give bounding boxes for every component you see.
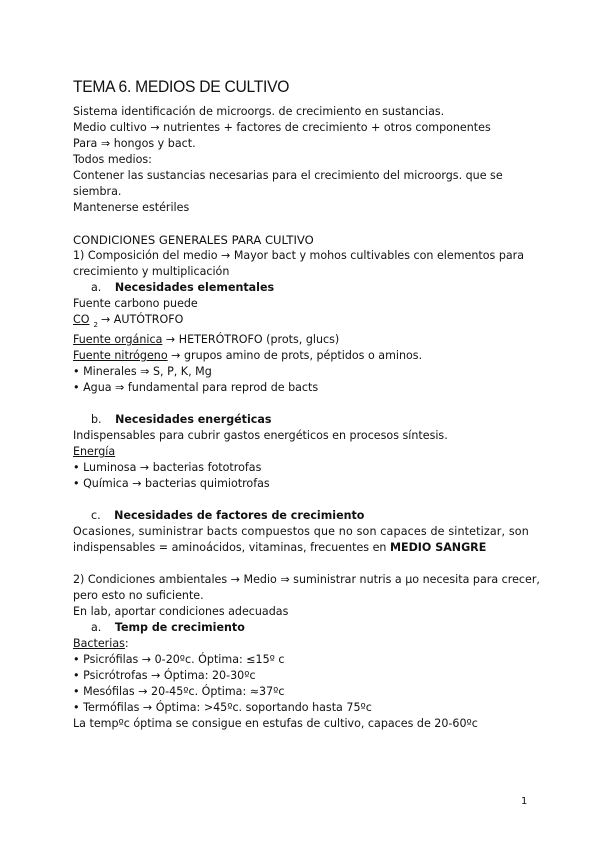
subheading-title: Necesidades elementales <box>114 281 275 294</box>
colon: : <box>124 637 129 650</box>
organic-label: Fuente orgánica <box>73 333 163 346</box>
co2-formula: CO <box>73 313 90 326</box>
co2-subscript: 2 <box>93 321 98 329</box>
list-item: • Minerales ⇒ S, P, K, Mg <box>73 365 212 378</box>
subheading-c <box>91 508 364 524</box>
intro-line: siembra. <box>73 185 122 198</box>
intro-line: Todos medios: <box>73 153 152 166</box>
list-item: • Química → bacterias quimiotrofas <box>73 477 270 490</box>
list-letter: a. <box>91 281 102 294</box>
body-text: indispensables = aminoácidos, vitaminas, frecuentes en <box>73 541 390 554</box>
co2-line <box>73 312 183 329</box>
intro-line: Mantenerse estériles <box>73 201 190 214</box>
subheading-title: Necesidades de factores de crecimiento <box>114 509 365 522</box>
bacterias-label: Bacterias <box>73 637 125 650</box>
subheading-b <box>91 412 271 428</box>
subheading-title: Temp de crecimiento <box>114 621 245 634</box>
body-line: La tempºc óptima se consigue en estufas de cultivo, capaces de 20-60ºc <box>73 717 478 730</box>
bacterias-label-line <box>73 636 129 652</box>
emphasis-text: MEDIO SANGRE <box>389 541 487 554</box>
subheading-a <box>91 280 274 296</box>
list-letter: c. <box>91 509 101 522</box>
nitrogen-label: Fuente nitrógeno <box>73 349 168 362</box>
list-item: • Luminosa → bacterias fototrofas <box>73 461 262 474</box>
body-line: Indispensables para cubrir gastos energéticos en procesos síntesis. <box>73 429 448 442</box>
subheading-temp <box>91 620 245 636</box>
energy-label: Energía <box>73 445 116 458</box>
list-letter: b. <box>91 413 102 426</box>
body-line <box>73 540 486 556</box>
page-title: TEMA 6. MEDIOS DE CULTIVO <box>73 77 290 96</box>
item-text: 2) Condiciones ambientales → Medio ⇒ suministrar nutris a µo necesita para crecer, <box>73 573 540 586</box>
item-text: pero esto no suficiente. <box>73 589 204 602</box>
list-item: • Agua ⇒ fundamental para reprod de bacts <box>73 381 319 394</box>
body-line: Ocasiones, suministrar bacts compuestos que no son capaces de sintetizar, son <box>73 525 529 538</box>
co2-rest: → AUTÓTROFO <box>100 313 184 326</box>
item-text: crecimiento y multiplicación <box>73 265 230 278</box>
nitrogen-rest: → grupos amino de prots, péptidos o aminos. <box>167 349 423 362</box>
list-item: • Mesófilas → 20-45ºc. Óptima: ≈37ºc <box>73 685 285 698</box>
organic-rest: → HETERÓTROFO (prots, glucs) <box>162 333 340 346</box>
list-item: • Psicrófilas → 0-20ºc. Óptima: ≤15º c <box>73 653 285 666</box>
intro-line: Medio cultivo → nutrientes + factores de crecimiento + otros componentes <box>73 121 491 134</box>
intro-line: Para ⇒ hongos y bact. <box>73 137 196 150</box>
list-item: • Termófilas → Óptima: >45ºc. soportando hasta 75ºc <box>73 701 372 714</box>
page-number: 1 <box>521 796 528 807</box>
section-heading: CONDICIONES GENERALES PARA CULTIVO <box>73 233 314 247</box>
item-text: 1) Composición del medio → Mayor bact y mohos cultivables con elementos para <box>73 249 525 262</box>
intro-line: Contener las sustancias necesarias para el crecimiento del microorgs. que se <box>73 169 503 182</box>
item-text: En lab, aportar condiciones adecuadas <box>73 605 289 618</box>
list-letter: a. <box>91 621 102 634</box>
intro-line: Sistema identificación de microorgs. de crecimiento en sustancias. <box>73 105 445 118</box>
body-line: Fuente carbono puede <box>73 297 198 310</box>
subheading-title: Necesidades energéticas <box>115 413 272 426</box>
nitrogen-line <box>73 348 422 364</box>
list-item: • Psicrótrofas → Óptima: 20-30ºc <box>73 669 256 682</box>
organic-line <box>73 332 339 348</box>
